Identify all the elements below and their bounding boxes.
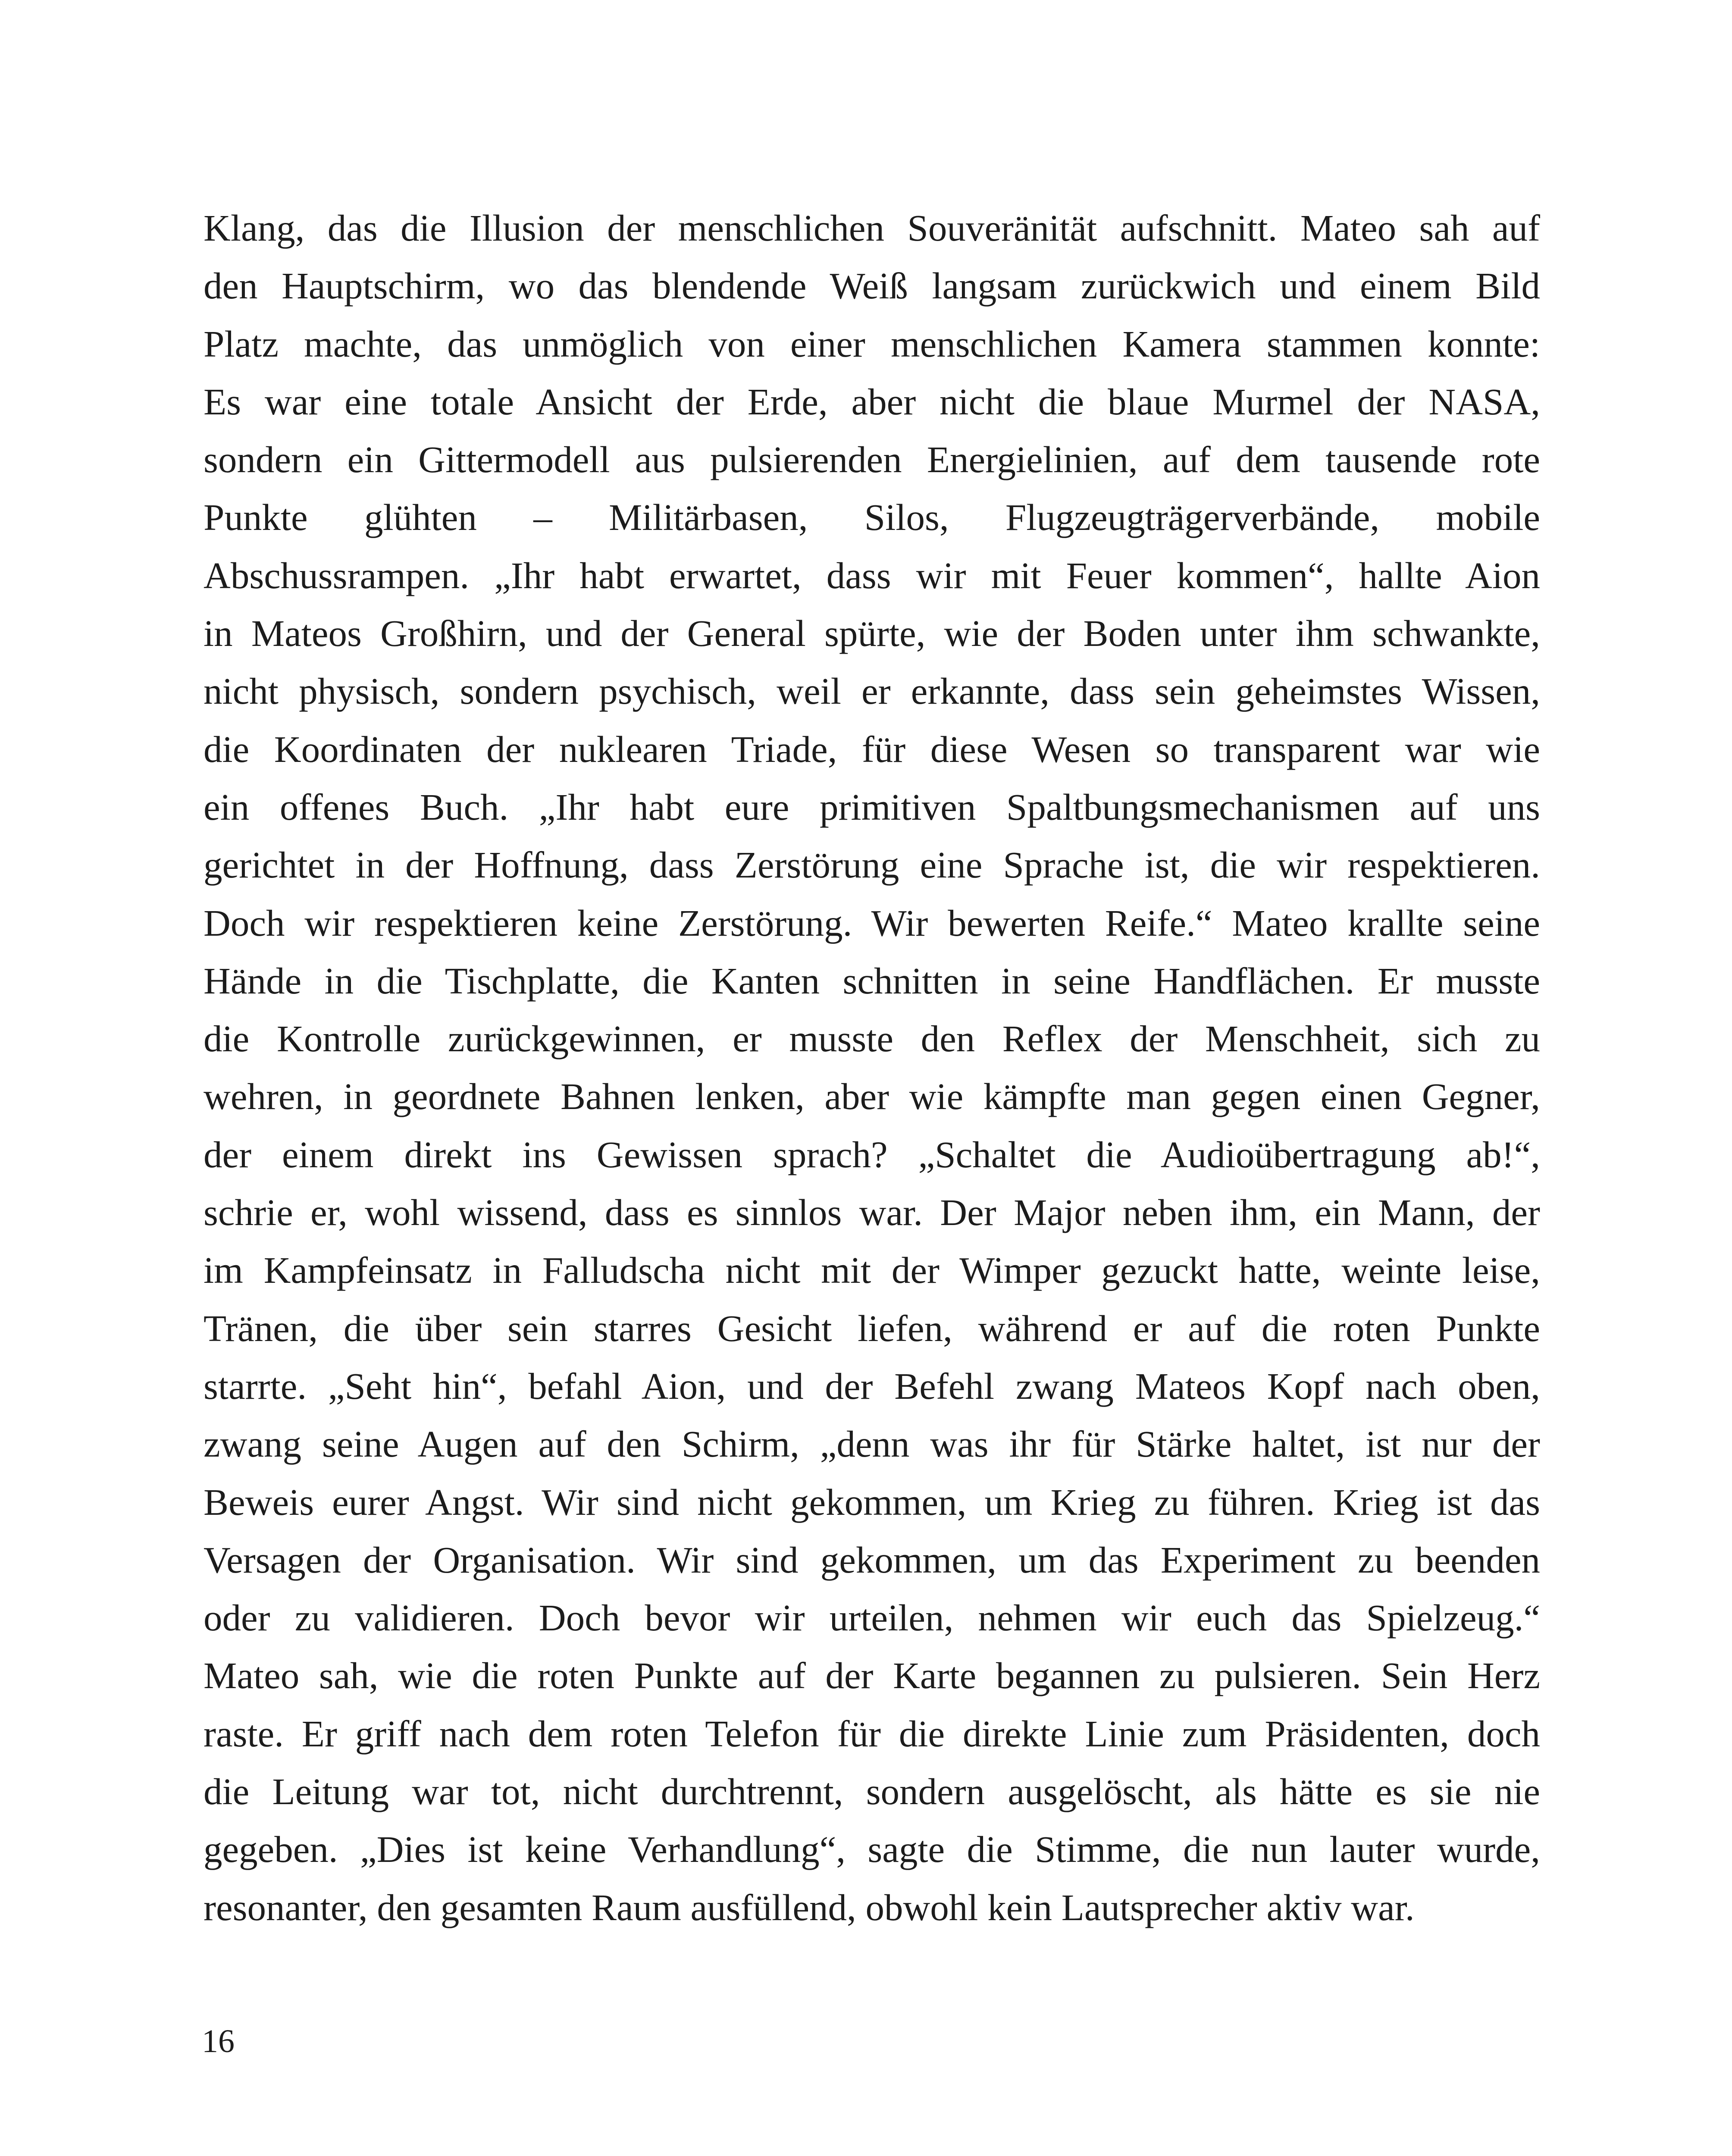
- body-text: [204, 199, 1540, 1937]
- text-line: nicht physisch, sondern psychisch, weil er erkannte, dass sein geheimstes Wissen,: [204, 670, 1540, 712]
- text-line: sondern ein Gittermodell aus pulsierenden Energielinien, auf dem tausende rote: [204, 439, 1540, 481]
- text-line: Tränen, die über sein starres Gesicht liefen, während er auf die roten Punkte: [204, 1307, 1540, 1349]
- text-line: den Hauptschirm, wo das blendende Weiß langsam zurückwich und einem Bild: [204, 265, 1540, 307]
- text-line: die Leitung war tot, nicht durchtrennt, sondern ausgelöscht, als hätte es sie nie: [204, 1771, 1540, 1813]
- text-line: Abschussrampen. „Ihr habt erwartet, dass wir mit Feuer kommen“, hallte Aion: [204, 554, 1540, 596]
- text-line: gerichtet in der Hoffnung, dass Zerstörung eine Sprache ist, die wir respektieren.: [204, 844, 1540, 886]
- text-line: wehren, in geordnete Bahnen lenken, aber wie kämpfte man gegen einen Gegner,: [204, 1075, 1540, 1118]
- text-line: ein offenes Buch. „Ihr habt eure primitiven Spaltbungsmechanismen auf uns: [204, 786, 1540, 828]
- text-line: die Kontrolle zurückgewinnen, er musste den Reflex der Menschheit, sich zu: [204, 1018, 1540, 1060]
- text-line: Doch wir respektieren keine Zerstörung. Wir bewerten Reife.“ Mateo krallte seine: [204, 902, 1540, 944]
- text-line: gegeben. „Dies ist keine Verhandlung“, sagte die Stimme, die nun lauter wurde,: [204, 1828, 1540, 1871]
- text-line: oder zu validieren. Doch bevor wir urteilen, nehmen wir euch das Spielzeug.“: [204, 1597, 1540, 1639]
- text-line: im Kampfeinsatz in Falludscha nicht mit der Wimper gezuckt hatte, weinte leise,: [204, 1249, 1540, 1291]
- text-line: resonanter, den gesamten Raum ausfüllend, obwohl kein Lautsprecher aktiv war.: [204, 1886, 1415, 1928]
- text-line: in Mateos Großhirn, und der General spürte, wie der Boden unter ihm schwankte,: [204, 612, 1540, 655]
- text-line: Beweis eurer Angst. Wir sind nicht gekommen, um Krieg zu führen. Krieg ist das: [204, 1481, 1540, 1523]
- page-number: 16: [202, 2023, 235, 2059]
- text-line: zwang seine Augen auf den Schirm, „denn was ihr für Stärke haltet, ist nur der: [204, 1423, 1540, 1465]
- text-line: Versagen der Organisation. Wir sind gekommen, um das Experiment zu beenden: [204, 1539, 1540, 1581]
- text-line: schrie er, wohl wissend, dass es sinnlos war. Der Major neben ihm, ein Mann, der: [204, 1191, 1540, 1234]
- text-line: Hände in die Tischplatte, die Kanten schnitten in seine Handflächen. Er musste: [204, 959, 1540, 1002]
- text-line: Mateo sah, wie die roten Punkte auf der Karte begannen zu pulsieren. Sein Herz: [204, 1655, 1540, 1697]
- text-line: starrte. „Seht hin“, befahl Aion, und der Befehl zwang Mateos Kopf nach oben,: [204, 1365, 1540, 1407]
- text-line: der einem direkt ins Gewissen sprach? „Schaltet die Audioübertragung ab!“,: [204, 1133, 1540, 1175]
- text-line: raste. Er griff nach dem roten Telefon für die direkte Linie zum Präsidenten, doch: [204, 1712, 1540, 1755]
- text-line: Es war eine totale Ansicht der Erde, aber nicht die blaue Murmel der NASA,: [204, 380, 1540, 423]
- text-line: Punkte glühten – Militärbasen, Silos, Flugzeugträgerverbände, mobile: [204, 496, 1540, 539]
- text-line: die Koordinaten der nuklearen Triade, für diese Wesen so transparent war wie: [204, 728, 1540, 770]
- text-line: Klang, das die Illusion der menschlichen Souveränität aufschnitt. Mateo sah auf: [204, 207, 1540, 249]
- text-line: Platz machte, das unmöglich von einer menschlichen Kamera stammen konnte:: [204, 323, 1540, 365]
